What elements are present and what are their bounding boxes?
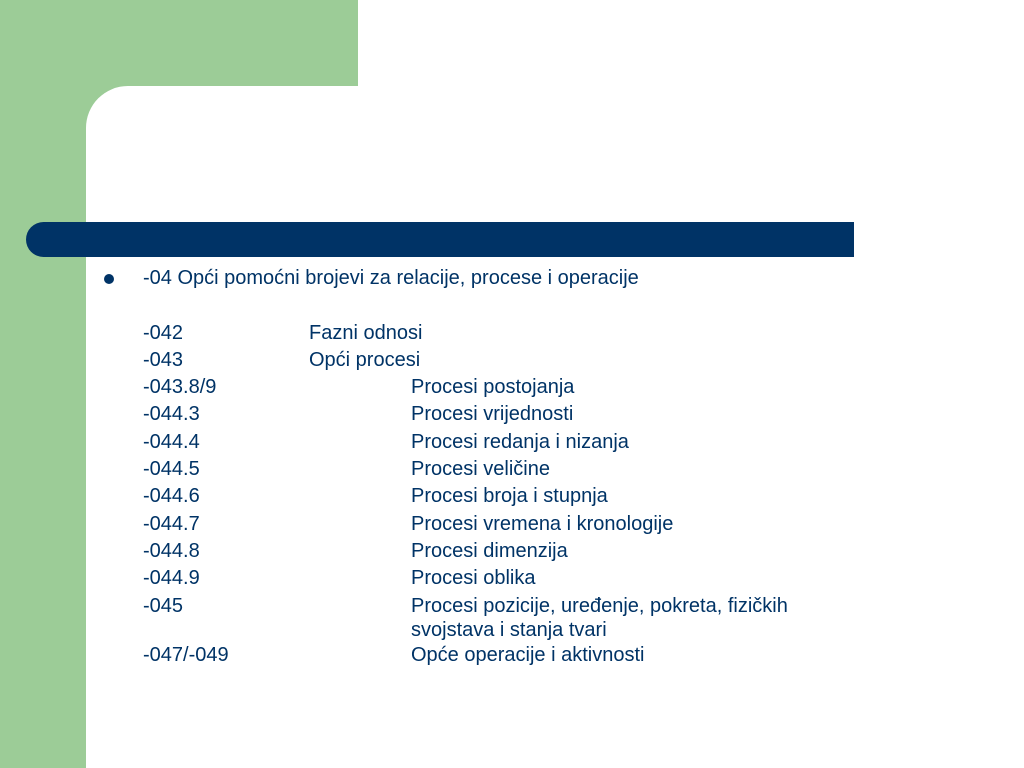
item-description: Opće operacije i aktivnosti [411,644,645,666]
item-description: Opći procesi [309,349,421,371]
item-code: -044.8 [143,540,200,562]
list-item [143,402,903,426]
item-code: -044.3 [143,403,200,425]
list-item [143,375,903,399]
bullet-heading: -04 Opći pomoćni brojevi za relacije, procese i operacije [143,267,639,289]
list-item [143,566,903,590]
list-item [143,594,903,642]
item-description: Procesi pozicije, uređenje, pokreta, fizičkih svojstava i stanja tvari [411,595,788,641]
item-code: -042 [143,322,184,344]
item-description: Procesi dimenzija [411,540,568,562]
item-description: Fazni odnosi [309,322,423,344]
item-description: Procesi veličine [411,458,550,480]
item-description: Procesi redanja i nizanja [411,431,629,453]
item-code: -043 [143,349,184,371]
item-code: -044.6 [143,485,200,507]
list-item [143,539,903,563]
list-item [143,430,903,454]
item-description: Procesi postojanja [411,376,575,398]
list-item [143,484,903,508]
item-code: -045 [143,595,184,617]
bullet-icon [104,274,114,284]
list-item [143,457,903,481]
item-code: -044.5 [143,458,200,480]
item-code: -044.9 [143,567,200,589]
list-item [143,512,903,536]
item-code: -044.4 [143,431,200,453]
item-description: Procesi vremena i kronologije [411,513,674,535]
list-item [143,643,903,667]
item-description: Procesi broja i stupnja [411,485,608,507]
item-code: -044.7 [143,513,200,535]
item-code: -047/-049 [143,644,229,666]
item-code: -043.8/9 [143,376,217,398]
list-item [143,348,903,372]
item-description: Procesi vrijednosti [411,403,574,425]
list-item [143,321,903,345]
item-description: Procesi oblika [411,567,536,589]
